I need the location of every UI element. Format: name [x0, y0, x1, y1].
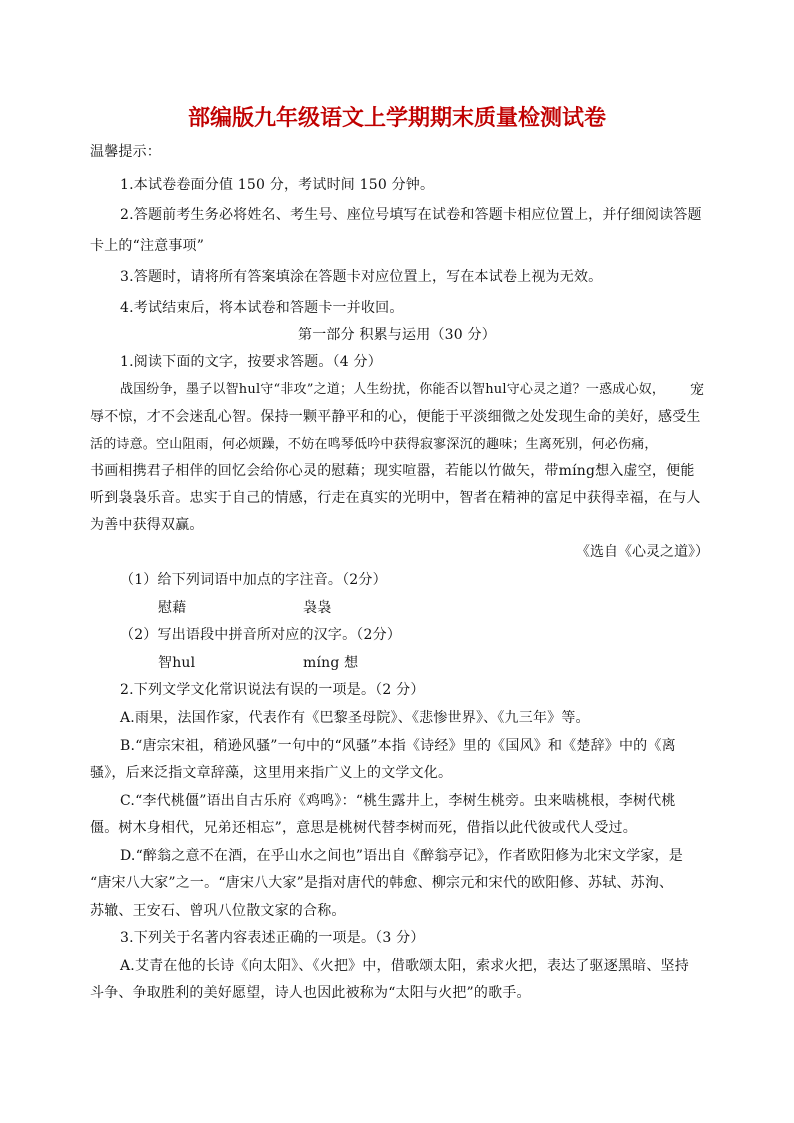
- q2-option-a: A.雨果，法国作家，代表作有《巴黎圣母院》、《悲惨世界》、《九三年》等。: [120, 710, 590, 726]
- tips-heading: 温馨提示：: [90, 144, 161, 160]
- q1-passage-line-1-tail: 宠: [690, 382, 705, 398]
- q1-passage-line-4: 书画相携君子相伴的回忆会给你心灵的慰藉；现实喧嚣，若能以竹做矢，带míng想入虚空，便能: [90, 463, 695, 479]
- q1-sub2: （2）写出语段中拼音所对应的汉字。（2分）: [120, 627, 402, 643]
- q2-option-c: C.“李代桃僵”语出自古乐府《鸡鸣》：“桃生露井上，李树生桃旁。虫来啮桃根，李树代桃: [120, 793, 676, 809]
- q1-sub2-word-1: 智hul: [158, 655, 196, 671]
- q2-stem: 2.下列文学文化常识说法有误的一项是。（2 分）: [120, 682, 425, 698]
- tip-item-2: 2.答题前考生务必将姓名、考生号、座位号填写在试卷和答题卡相应位置上，并仔细阅读答题: [120, 207, 702, 223]
- part1-heading: 第一部分 积累与运用（30 分）: [298, 327, 496, 343]
- q2-option-b-cont: 骚》，后来泛指文章辞藻，这里用来指广义上的文学文化。: [90, 765, 453, 781]
- q1-sub1: （1）给下列词语中加点的字注音。（2分）: [120, 572, 387, 588]
- q3-option-a-cont: 斗争、争取胜利的美好愿望，诗人也因此被称为“太阳与火把”的歌手。: [90, 985, 531, 1001]
- q1-sub1-word-1: 慰藉: [158, 600, 187, 616]
- tip-item-3: 3.答题时，请将所有答案填涂在答题卡对应位置上，写在本试卷上视为无效。: [120, 269, 603, 285]
- q1-passage-line-2: 辱不惊，才不会迷乱心智。保持一颗平静平和的心，便能于平淡细微之处发现生命的美好，感受生: [90, 409, 701, 425]
- q1-passage-line-1: 战国纷争，墨子以智hul守“非攻”之道；人生纷扰，你能否以智hul守心灵之道？一惑成心奴，: [120, 382, 666, 397]
- q2-option-d: D.“醉翁之意不在酒，在乎山水之间也”语出自《醉翁亭记》，作者欧阳修为北宋文学家，是: [120, 848, 683, 864]
- q1-passage-line-6: 为善中获得双赢。: [90, 517, 204, 533]
- q2-option-d-cont-2: 苏辙、王安石、曾巩八位散文家的合称。: [90, 903, 346, 919]
- tip-item-1: 1.本试卷卷面分值 150 分，考试时间 150 分钟。: [120, 177, 435, 193]
- q3-stem: 3.下列关于名著内容表述正确的一项是。（3 分）: [120, 930, 425, 946]
- tip-item-4: 4.考试结束后，将本试卷和答题卡一并收回。: [120, 300, 404, 316]
- q1-sub2-word-2: míng 想: [303, 655, 359, 671]
- q1-source: 《选自《心灵之道》）: [576, 544, 709, 560]
- tip-item-2-cont: 卡上的“注意事项”: [90, 238, 205, 254]
- page-title: 部编版九年级语文上学期期末质量检测试卷: [187, 105, 606, 131]
- q1-passage-line-3: 活的诗意。空山阻雨，何必烦躁，不妨在鸣琴低吟中获得寂寥深沉的趣味；生离死别，何必伤痛，: [90, 437, 658, 452]
- q1-passage-line-5: 听到袅袅乐音。忠实于自己的情感，行走在真实的光明中，智者在精神的富足中获得幸福，在与人: [90, 490, 701, 506]
- q3-option-a: A.艾青在他的长诗《向太阳》、《火把》中，借歌颂太阳，索求火把，表达了驱逐黑暗、坚持: [120, 958, 689, 974]
- q1-stem: 1.阅读下面的文字，按要求答题。（4 分）: [120, 354, 382, 370]
- q1-sub1-word-2: 袅袅: [303, 600, 332, 616]
- q2-option-c-cont: 僵。树木身相代，兄弟还相忘”，意思是桃树代替李树而死，借指以此代彼或代人受过。: [90, 820, 637, 836]
- q2-option-d-cont-1: “唐宋八大家”之一。“唐宋八大家”是指对唐代的韩愈、柳宗元和宋代的欧阳修、苏轼、苏洵、: [90, 875, 674, 891]
- q2-option-b: B.“唐宗宋祖，稍逊风骚”一句中的“风骚”本指《诗经》里的《国风》和《楚辞》中的《离: [120, 738, 676, 754]
